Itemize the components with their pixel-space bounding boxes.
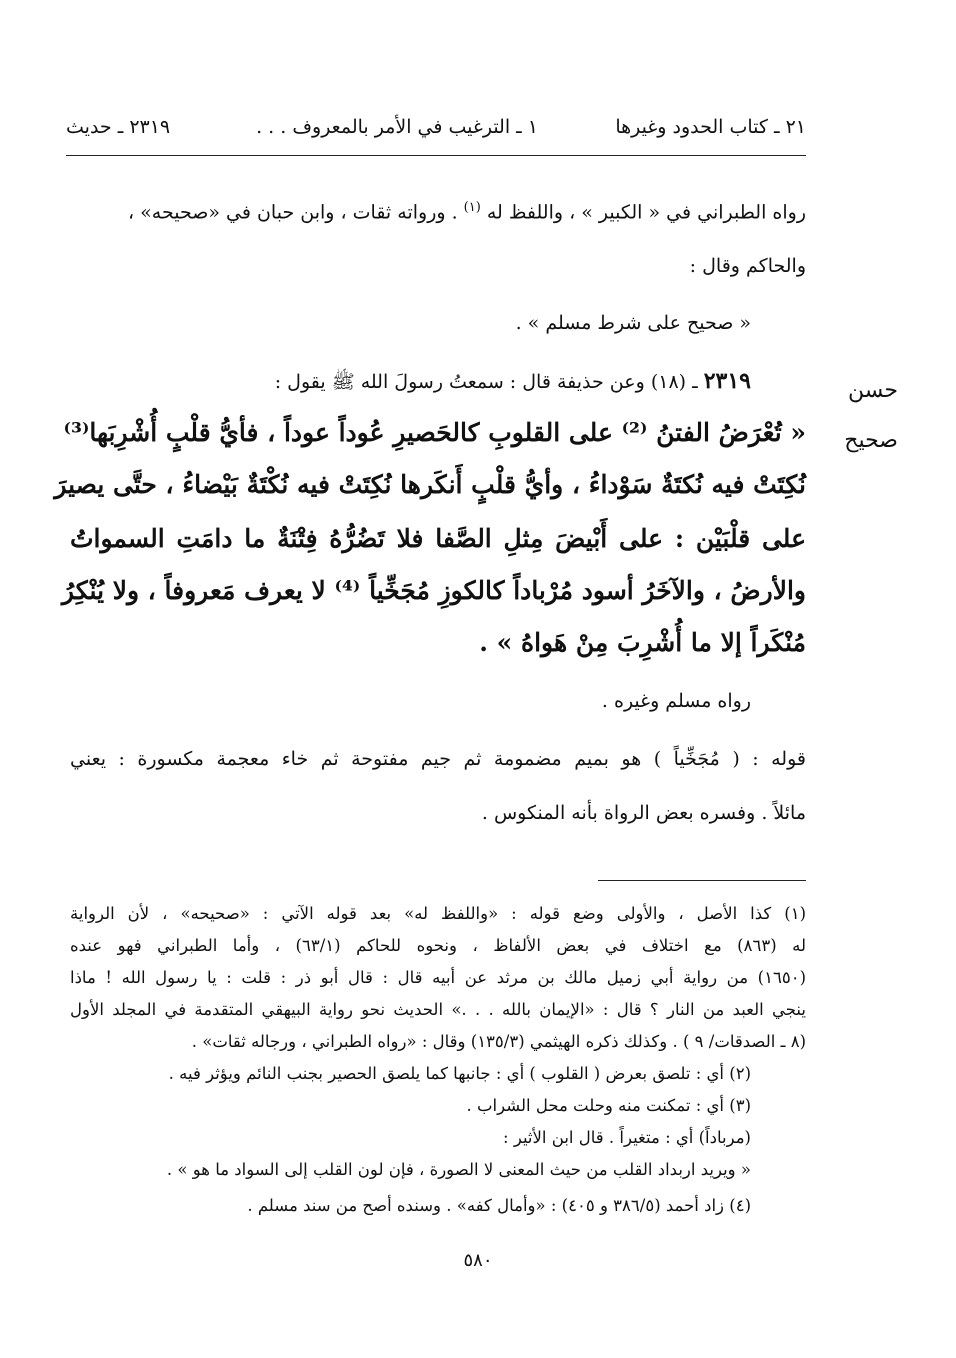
running-header (66, 108, 806, 152)
footnote-line: « ويريد اربداد القلب من حيث المعنى لا الصورة ، فإن لون القلب إلى السواد ما هو » . (166, 1160, 751, 1179)
footnote-line: (٢) أي : تلصق بعرض ( القلوب ) أي : جانبها كما يلصق الحصير بجنب النائم ويؤثر فيه . (168, 1064, 751, 1083)
explanation-line-2: مائلاً . وفسره بعض الرواة بأنه المنكوس . (481, 802, 806, 824)
footnote-line: ينجي العبد من النار ؟ قال : «الإيمان بالله . . .» الحديث نحو رواية البيهقي المتقدمة في المجلد الأول (70, 1000, 806, 1019)
intro-line-1 (128, 200, 806, 223)
footnote-rule (598, 880, 806, 881)
footnote-line: (١٦٥٠) من رواية أبي زميل مالك بن مرثد عن أبيه قال : قال أبو ذر : قلت : يا رسول الله ! ماذا (70, 968, 806, 987)
narration-line: رواه مسلم وغيره . (601, 690, 751, 712)
intro-text: رواه الطبراني في « الكبير » ، واللفظ له (486, 201, 806, 224)
hadith-text-line-5: مُنْكَراً إلا ما أُشْرِبَ مِنْ هَواهُ » . (479, 628, 806, 657)
footnote-line: (٨ ـ الصدقات/ ٩ ) . وكذلك ذكره الهيثمي (١٣٥/٣) وقال : «رواه الطبراني ، ورجاله ثقات» . (191, 1032, 806, 1051)
intro-text-rest: . ورواته ثقات ، وابن حبان في «صحيحه» ، (127, 201, 458, 224)
intro-line-2: والحاكم وقال : (689, 255, 806, 277)
grade-sahih: صحيح (844, 428, 898, 453)
header-rule (66, 155, 806, 156)
grade-hasan: حسن (848, 378, 898, 403)
hadith-text-line-4: والأرضُ ، والآخَرُ أسود مُرْباداً كالكوزِ مُجَخِّياً ⁽⁴⁾ لا يعرف مَعروفاً ، ولا يُنْكِرُ (61, 576, 806, 605)
hadith-text-line-1: « تُعْرَضُ الفتنُ ⁽²⁾ على القلوبِ كالحَصيرِ عُوداً عوداً ، فأيُّ قلْبٍ أُشْرِبَها⁽³⁾ (63, 418, 806, 447)
hadith-text-line-3: على قلْبَيْن : على أَبْيضَ مِثلِ الصَّفا فلا تَضُرُّهُ فِتْنَةٌ ما دامَتِ السمواتُ (70, 524, 806, 553)
footnote-line: (١) كذا الأصل ، والأولى وضع قوله : «واللفظ له» بعد قوله الآتي : «صحيحه» ، لأن الرواية (70, 904, 806, 923)
intro-line-3: « صحيح على شرط مسلم » . (515, 312, 751, 334)
footnote-line: له (٨٦٣) مع اختلاف في بعض الألفاظ ، ونحوه للحاكم (٦٣/١) ، وأما الطبراني فهو عنده (70, 936, 806, 955)
page-number: ٥٨٠ (463, 1250, 493, 1271)
header-hadith-number: ٢٣١٩ ـ حديث (66, 116, 171, 138)
footnote-line: (مرباداً) أي : متغيراً . قال ابن الأثير : (503, 1128, 751, 1147)
hadith-text-line-2: نُكِتَتْ فيه نُكتَةٌ سَوْداءُ ، وأيُّ قلْبٍ أَنكَرها نُكِتَتْ فيه نُكْتَةٌ بَيْضاءُ ، حتَّى يصيرَ (54, 470, 806, 499)
footnote-line: (٤) زاد أحمد (٣٨٦/٥ و ٤٠٥) : «وأمال كفه» . وسنده أصح من سند مسلم . (247, 1196, 751, 1215)
footnote-ref-1: (١) (463, 200, 481, 215)
header-book-title: ٢١ ـ كتاب الحدود وغيرها (615, 116, 806, 138)
explanation-line-1: قوله : ( مُجَخِّياً ) هو بميم مضمومة ثم جيم مفتوحة ثم خاء معجمة مكسورة : يعني (70, 748, 806, 770)
header-chapter-title: ١ ـ الترغيب في الأمر بالمعروف . . . (256, 116, 538, 138)
footnote-line: (٣) أي : تمكنت منه وحلت محل الشراب . (466, 1096, 751, 1115)
hadith-intro-line (275, 368, 751, 398)
hadith-number: ٢٣١٩ (703, 368, 751, 394)
hadith-chain: ـ (١٨) وعن حذيفة قال : سمعتُ رسولَ الله ﷺ يقول : (274, 371, 698, 393)
